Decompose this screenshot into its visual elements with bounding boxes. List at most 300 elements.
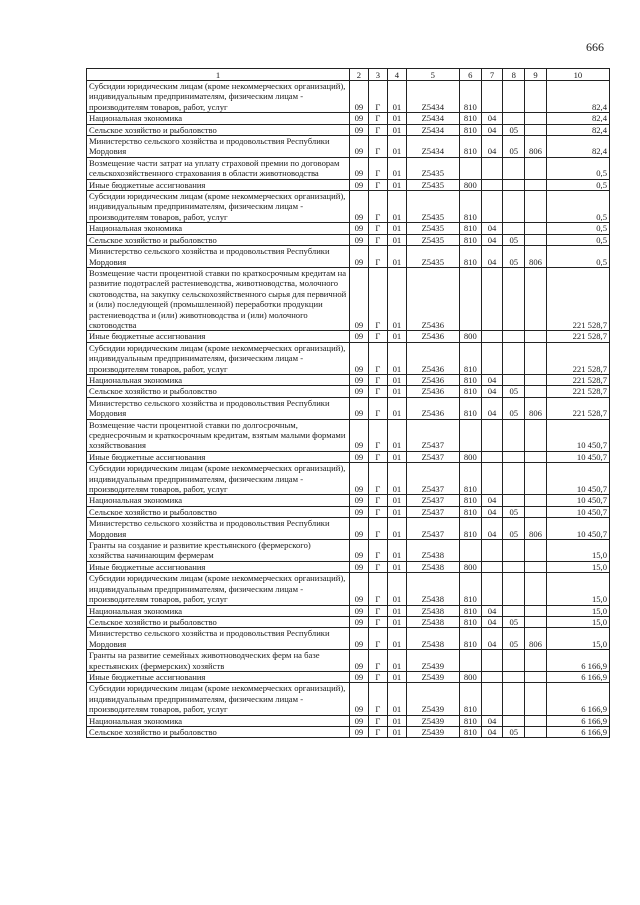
cell-subdivision: 05 — [503, 397, 525, 419]
cell-amount: 15,0 — [546, 616, 609, 627]
cell-ministry — [525, 616, 547, 627]
cell-division — [481, 650, 503, 672]
cell-expense-type: 800 — [459, 331, 481, 342]
cell-ministry — [525, 267, 547, 330]
cell-subprogram: 01 — [388, 561, 406, 572]
cell-program: Г — [368, 157, 388, 179]
cell-amount: 10 450,7 — [546, 495, 609, 506]
cell-ministry — [525, 179, 547, 190]
cell-amount: 82,4 — [546, 113, 609, 124]
cell-amount: 0,5 — [546, 191, 609, 223]
cell-expense-type — [459, 540, 481, 562]
cell-program: Г — [368, 451, 388, 462]
cell-section: 09 — [350, 726, 368, 737]
cell-target-code: Z5438 — [406, 628, 459, 650]
cell-section: 09 — [350, 191, 368, 223]
header-cell-10: 10 — [546, 69, 609, 81]
cell-section: 09 — [350, 136, 368, 158]
cell-amount: 6 166,9 — [546, 715, 609, 726]
cell-division — [481, 573, 503, 605]
cell-target-code: Z5438 — [406, 540, 459, 562]
cell-subdivision — [503, 331, 525, 342]
cell-division: 04 — [481, 234, 503, 245]
cell-program: Г — [368, 605, 388, 616]
cell-expense-type: 810 — [459, 113, 481, 124]
cell-division — [481, 540, 503, 562]
table-row — [87, 397, 610, 419]
table-body — [87, 81, 610, 738]
cell-expense-type: 810 — [459, 124, 481, 135]
cell-division: 04 — [481, 628, 503, 650]
cell-target-code: Z5437 — [406, 495, 459, 506]
cell-target-code: Z5435 — [406, 179, 459, 190]
table-row — [87, 495, 610, 506]
cell-division: 04 — [481, 374, 503, 385]
cell-expense-type: 810 — [459, 616, 481, 627]
cell-section: 09 — [350, 650, 368, 672]
cell-target-code: Z5439 — [406, 715, 459, 726]
table-row — [87, 540, 610, 562]
cell-division: 04 — [481, 726, 503, 737]
cell-ministry — [525, 605, 547, 616]
cell-description: Национальная экономика — [87, 113, 350, 124]
cell-description: Министерство сельского хозяйства и продовольствия Республики Мордовия — [87, 397, 350, 419]
cell-program: Г — [368, 616, 388, 627]
cell-section: 09 — [350, 506, 368, 517]
cell-expense-type: 810 — [459, 683, 481, 715]
cell-program: Г — [368, 506, 388, 517]
cell-description: Субсидии юридическим лицам (кроме некоммерческих организаций), индивидуальным предпринимателям, физическим лицам - производителям товаров, работ, услуг — [87, 463, 350, 495]
cell-program: Г — [368, 234, 388, 245]
table-row — [87, 81, 610, 113]
table-row — [87, 179, 610, 190]
cell-section: 09 — [350, 331, 368, 342]
cell-expense-type: 810 — [459, 374, 481, 385]
table-row — [87, 573, 610, 605]
cell-description: Министерство сельского хозяйства и продовольствия Республики Мордовия — [87, 246, 350, 268]
cell-expense-type: 810 — [459, 463, 481, 495]
cell-program: Г — [368, 419, 388, 451]
cell-amount: 82,4 — [546, 124, 609, 135]
cell-subdivision: 05 — [503, 246, 525, 268]
table-row — [87, 518, 610, 540]
cell-ministry — [525, 191, 547, 223]
table-row — [87, 561, 610, 572]
cell-expense-type: 810 — [459, 715, 481, 726]
cell-amount: 221 528,7 — [546, 267, 609, 330]
cell-amount: 221 528,7 — [546, 331, 609, 342]
cell-subdivision — [503, 223, 525, 234]
cell-program: Г — [368, 374, 388, 385]
cell-target-code: Z5437 — [406, 518, 459, 540]
table-row — [87, 223, 610, 234]
cell-amount: 0,5 — [546, 179, 609, 190]
table-row — [87, 726, 610, 737]
cell-subdivision: 05 — [503, 628, 525, 650]
cell-section: 09 — [350, 628, 368, 650]
table-row — [87, 628, 610, 650]
cell-section: 09 — [350, 616, 368, 627]
cell-subprogram: 01 — [388, 267, 406, 330]
cell-division: 04 — [481, 495, 503, 506]
cell-target-code: Z5438 — [406, 605, 459, 616]
table-row — [87, 616, 610, 627]
cell-amount: 10 450,7 — [546, 463, 609, 495]
cell-target-code: Z5437 — [406, 451, 459, 462]
table-row — [87, 650, 610, 672]
cell-program: Г — [368, 726, 388, 737]
cell-program: Г — [368, 113, 388, 124]
cell-division — [481, 463, 503, 495]
table-header — [87, 69, 610, 81]
cell-ministry — [525, 157, 547, 179]
cell-section: 09 — [350, 386, 368, 397]
cell-division: 04 — [481, 715, 503, 726]
cell-subdivision — [503, 683, 525, 715]
cell-subprogram: 01 — [388, 191, 406, 223]
cell-division — [481, 451, 503, 462]
cell-program: Г — [368, 179, 388, 190]
header-cell-1: 1 — [87, 69, 350, 81]
cell-description: Возмещение части затрат на уплату страховой премии по договорам сельскохозяйственного страхования в области животноводства — [87, 157, 350, 179]
cell-subdivision — [503, 267, 525, 330]
cell-subdivision — [503, 374, 525, 385]
cell-amount: 15,0 — [546, 605, 609, 616]
cell-description: Иные бюджетные ассигнования — [87, 331, 350, 342]
header-cell-8: 8 — [503, 69, 525, 81]
cell-description: Национальная экономика — [87, 495, 350, 506]
cell-ministry — [525, 342, 547, 374]
cell-subdivision — [503, 463, 525, 495]
cell-section: 09 — [350, 342, 368, 374]
cell-expense-type: 810 — [459, 223, 481, 234]
cell-subprogram: 01 — [388, 715, 406, 726]
cell-program: Г — [368, 463, 388, 495]
cell-subprogram: 01 — [388, 540, 406, 562]
table-row — [87, 463, 610, 495]
cell-amount: 0,5 — [546, 234, 609, 245]
cell-program: Г — [368, 191, 388, 223]
cell-program: Г — [368, 386, 388, 397]
cell-subprogram: 01 — [388, 223, 406, 234]
cell-division — [481, 157, 503, 179]
cell-division — [481, 671, 503, 682]
cell-description: Иные бюджетные ассигнования — [87, 451, 350, 462]
cell-subprogram: 01 — [388, 419, 406, 451]
cell-target-code: Z5435 — [406, 246, 459, 268]
cell-subprogram: 01 — [388, 495, 406, 506]
cell-description: Сельское хозяйство и рыболовство — [87, 616, 350, 627]
cell-ministry: 806 — [525, 628, 547, 650]
cell-expense-type: 810 — [459, 342, 481, 374]
cell-description: Национальная экономика — [87, 223, 350, 234]
cell-section: 09 — [350, 374, 368, 385]
cell-expense-type: 810 — [459, 136, 481, 158]
cell-expense-type: 800 — [459, 179, 481, 190]
cell-program: Г — [368, 331, 388, 342]
cell-division: 04 — [481, 124, 503, 135]
cell-expense-type: 810 — [459, 191, 481, 223]
cell-subdivision: 05 — [503, 506, 525, 517]
cell-expense-type: 810 — [459, 495, 481, 506]
cell-subdivision — [503, 650, 525, 672]
cell-target-code: Z5438 — [406, 573, 459, 605]
cell-description: Субсидии юридическим лицам (кроме некоммерческих организаций), индивидуальным предпринимателям, физическим лицам - производителям товаров, работ, услуг — [87, 573, 350, 605]
cell-target-code: Z5437 — [406, 419, 459, 451]
cell-target-code: Z5436 — [406, 342, 459, 374]
cell-subprogram: 01 — [388, 726, 406, 737]
cell-description: Возмещение части процентной ставки по долгосрочным, среднесрочным и краткосрочным кредитам, взятым малыми формами хозяйствования — [87, 419, 350, 451]
cell-section: 09 — [350, 223, 368, 234]
cell-target-code: Z5436 — [406, 267, 459, 330]
cell-expense-type — [459, 157, 481, 179]
cell-amount: 221 528,7 — [546, 374, 609, 385]
cell-division — [481, 179, 503, 190]
cell-division — [481, 81, 503, 113]
cell-section: 09 — [350, 179, 368, 190]
cell-amount: 10 450,7 — [546, 518, 609, 540]
cell-amount: 82,4 — [546, 81, 609, 113]
cell-expense-type: 810 — [459, 605, 481, 616]
page-number: 666 — [586, 40, 604, 54]
cell-section: 09 — [350, 518, 368, 540]
cell-expense-type: 810 — [459, 726, 481, 737]
cell-description: Министерство сельского хозяйства и продовольствия Республики Мордовия — [87, 518, 350, 540]
cell-subprogram: 01 — [388, 616, 406, 627]
table-row — [87, 136, 610, 158]
cell-description: Иные бюджетные ассигнования — [87, 561, 350, 572]
header-cell-3: 3 — [368, 69, 388, 81]
cell-amount: 221 528,7 — [546, 342, 609, 374]
cell-expense-type — [459, 267, 481, 330]
cell-description: Сельское хозяйство и рыболовство — [87, 386, 350, 397]
cell-subprogram: 01 — [388, 113, 406, 124]
cell-amount: 221 528,7 — [546, 386, 609, 397]
cell-description: Субсидии юридическим лицам (кроме некоммерческих организаций), индивидуальным предпринимателям, физическим лицам - производителям товаров, работ, услуг — [87, 81, 350, 113]
header-cell-2: 2 — [350, 69, 368, 81]
cell-subprogram: 01 — [388, 386, 406, 397]
cell-subdivision: 05 — [503, 234, 525, 245]
cell-target-code: Z5439 — [406, 726, 459, 737]
cell-target-code: Z5436 — [406, 386, 459, 397]
cell-subdivision — [503, 451, 525, 462]
cell-section: 09 — [350, 81, 368, 113]
table-row — [87, 331, 610, 342]
cell-program: Г — [368, 715, 388, 726]
table-row — [87, 671, 610, 682]
cell-section: 09 — [350, 715, 368, 726]
cell-section: 09 — [350, 561, 368, 572]
cell-section: 09 — [350, 605, 368, 616]
cell-description: Гранты на развитие семейных животноводческих ферм на базе крестьянских (фермерских) хозяйств — [87, 650, 350, 672]
cell-section: 09 — [350, 683, 368, 715]
cell-description: Субсидии юридическим лицам (кроме некоммерческих организаций), индивидуальным предпринимателям, физическим лицам - производителям товаров, работ, услуг — [87, 191, 350, 223]
table-row — [87, 506, 610, 517]
cell-program: Г — [368, 628, 388, 650]
cell-subprogram: 01 — [388, 136, 406, 158]
cell-description: Сельское хозяйство и рыболовство — [87, 506, 350, 517]
cell-division: 04 — [481, 506, 503, 517]
table-row — [87, 605, 610, 616]
cell-ministry — [525, 451, 547, 462]
cell-description: Сельское хозяйство и рыболовство — [87, 726, 350, 737]
cell-expense-type: 810 — [459, 246, 481, 268]
cell-ministry — [525, 419, 547, 451]
cell-ministry — [525, 683, 547, 715]
cell-ministry — [525, 561, 547, 572]
cell-subprogram: 01 — [388, 463, 406, 495]
cell-subdivision — [503, 191, 525, 223]
cell-amount: 10 450,7 — [546, 451, 609, 462]
cell-subdivision — [503, 179, 525, 190]
cell-subdivision — [503, 715, 525, 726]
cell-description: Иные бюджетные ассигнования — [87, 179, 350, 190]
cell-subprogram: 01 — [388, 518, 406, 540]
cell-amount: 10 450,7 — [546, 506, 609, 517]
table-row — [87, 124, 610, 135]
cell-ministry — [525, 331, 547, 342]
cell-ministry — [525, 223, 547, 234]
table-row — [87, 234, 610, 245]
cell-expense-type — [459, 419, 481, 451]
cell-section: 09 — [350, 267, 368, 330]
cell-subdivision — [503, 561, 525, 572]
cell-subdivision — [503, 605, 525, 616]
cell-description: Министерство сельского хозяйства и продовольствия Республики Мордовия — [87, 628, 350, 650]
cell-amount: 15,0 — [546, 540, 609, 562]
cell-ministry: 806 — [525, 246, 547, 268]
cell-subprogram: 01 — [388, 81, 406, 113]
cell-target-code: Z5434 — [406, 81, 459, 113]
cell-subprogram: 01 — [388, 451, 406, 462]
cell-subprogram: 01 — [388, 573, 406, 605]
cell-ministry: 806 — [525, 136, 547, 158]
cell-expense-type: 810 — [459, 386, 481, 397]
cell-subdivision — [503, 157, 525, 179]
budget-table — [86, 68, 610, 738]
cell-section: 09 — [350, 463, 368, 495]
cell-target-code: Z5439 — [406, 650, 459, 672]
cell-division: 04 — [481, 605, 503, 616]
cell-target-code: Z5438 — [406, 561, 459, 572]
cell-expense-type: 810 — [459, 81, 481, 113]
cell-target-code: Z5434 — [406, 113, 459, 124]
cell-section: 09 — [350, 451, 368, 462]
cell-program: Г — [368, 683, 388, 715]
cell-subprogram: 01 — [388, 179, 406, 190]
cell-subprogram: 01 — [388, 605, 406, 616]
cell-amount: 6 166,9 — [546, 726, 609, 737]
cell-amount: 6 166,9 — [546, 650, 609, 672]
cell-subdivision — [503, 419, 525, 451]
cell-description: Субсидии юридическим лицам (кроме некоммерческих организаций), индивидуальным предпринимателям, физическим лицам - производителям товаров, работ, услуг — [87, 683, 350, 715]
header-cell-5: 5 — [406, 69, 459, 81]
cell-subdivision: 05 — [503, 136, 525, 158]
cell-expense-type: 810 — [459, 573, 481, 605]
cell-amount: 82,4 — [546, 136, 609, 158]
cell-division: 04 — [481, 386, 503, 397]
cell-program: Г — [368, 223, 388, 234]
cell-subprogram: 01 — [388, 246, 406, 268]
cell-subprogram: 01 — [388, 331, 406, 342]
cell-target-code: Z5437 — [406, 506, 459, 517]
cell-subdivision: 05 — [503, 726, 525, 737]
cell-expense-type: 810 — [459, 518, 481, 540]
cell-division: 04 — [481, 397, 503, 419]
cell-target-code: Z5435 — [406, 223, 459, 234]
cell-target-code: Z5438 — [406, 616, 459, 627]
cell-target-code: Z5434 — [406, 124, 459, 135]
cell-program: Г — [368, 540, 388, 562]
cell-section: 09 — [350, 124, 368, 135]
cell-subprogram: 01 — [388, 628, 406, 650]
cell-division: 04 — [481, 518, 503, 540]
header-cell-6: 6 — [459, 69, 481, 81]
cell-section: 09 — [350, 540, 368, 562]
cell-subprogram: 01 — [388, 650, 406, 672]
cell-amount: 0,5 — [546, 157, 609, 179]
cell-ministry — [525, 81, 547, 113]
cell-description: Министерство сельского хозяйства и продовольствия Республики Мордовия — [87, 136, 350, 158]
header-row — [87, 69, 610, 81]
cell-expense-type — [459, 650, 481, 672]
header-cell-7: 7 — [481, 69, 503, 81]
cell-division — [481, 331, 503, 342]
cell-subprogram: 01 — [388, 234, 406, 245]
cell-target-code: Z5435 — [406, 191, 459, 223]
table-row — [87, 246, 610, 268]
cell-expense-type: 800 — [459, 671, 481, 682]
cell-section: 09 — [350, 419, 368, 451]
cell-description: Возмещение части процентной ставки по краткосрочным кредитам на развитие подотраслей растениеводства, животноводства, молочного скотоводства, на закупку сельскохозяйственного сырья для первичной и (или) последующей (промышленной) переработки продукции растениеводства и (или) животноводства и (или) молочного скотоводства — [87, 267, 350, 330]
cell-subdivision — [503, 573, 525, 605]
cell-target-code: Z5436 — [406, 374, 459, 385]
cell-target-code: Z5437 — [406, 463, 459, 495]
cell-section: 09 — [350, 573, 368, 605]
cell-amount: 15,0 — [546, 628, 609, 650]
cell-amount: 221 528,7 — [546, 397, 609, 419]
cell-division: 04 — [481, 223, 503, 234]
table-row — [87, 683, 610, 715]
cell-division — [481, 267, 503, 330]
cell-program: Г — [368, 81, 388, 113]
cell-target-code: Z5439 — [406, 671, 459, 682]
cell-expense-type: 800 — [459, 451, 481, 462]
cell-section: 09 — [350, 234, 368, 245]
cell-ministry — [525, 113, 547, 124]
cell-description: Сельское хозяйство и рыболовство — [87, 234, 350, 245]
cell-description: Национальная экономика — [87, 715, 350, 726]
cell-section: 09 — [350, 397, 368, 419]
cell-division — [481, 683, 503, 715]
cell-subdivision: 05 — [503, 518, 525, 540]
cell-expense-type: 800 — [459, 561, 481, 572]
cell-program: Г — [368, 561, 388, 572]
cell-section: 09 — [350, 113, 368, 124]
cell-ministry — [525, 374, 547, 385]
cell-ministry — [525, 506, 547, 517]
cell-subprogram: 01 — [388, 397, 406, 419]
cell-program: Г — [368, 124, 388, 135]
header-cell-4: 4 — [388, 69, 406, 81]
cell-subprogram: 01 — [388, 342, 406, 374]
cell-target-code: Z5435 — [406, 157, 459, 179]
cell-subdivision: 05 — [503, 616, 525, 627]
header-cell-9: 9 — [525, 69, 547, 81]
cell-subdivision: 05 — [503, 386, 525, 397]
cell-section: 09 — [350, 157, 368, 179]
cell-expense-type: 810 — [459, 628, 481, 650]
